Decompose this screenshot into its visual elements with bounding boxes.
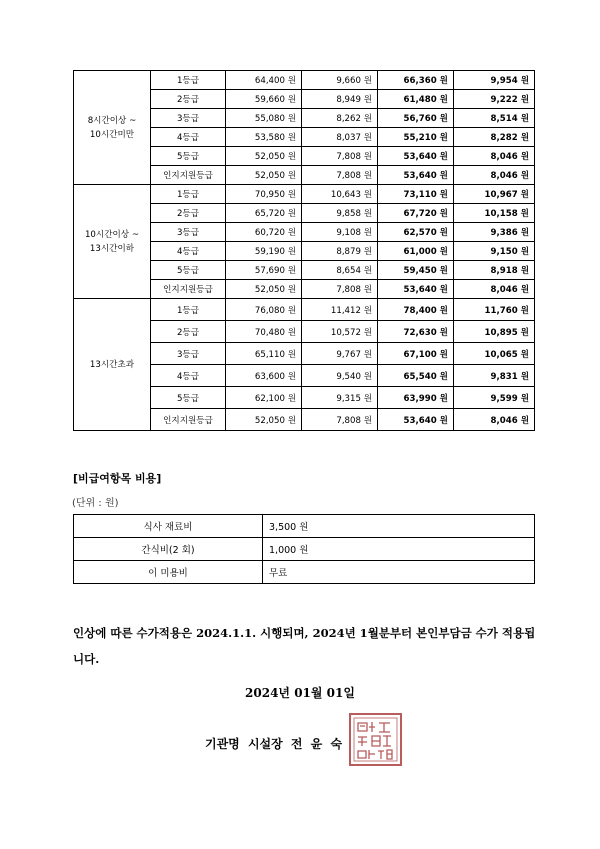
new-total-fee-cell: 62,570 원 [378,223,454,242]
section-title: [비급여항목 비용] [73,472,162,485]
signature-line: 기관명 시설장 전 윤 숙 [205,737,343,751]
table-row [74,71,535,90]
new-copay-cell: 8,918 원 [454,261,535,280]
copay-cell: 9,540 원 [302,365,378,387]
copay-cell: 9,108 원 [302,223,378,242]
category-cell [74,185,151,299]
total-fee-cell: 60,720 원 [226,223,302,242]
category-line: 10시간미만 [89,129,135,140]
total-fee-cell: 70,480 원 [226,321,302,343]
grade-cell: 3등급 [151,109,226,128]
new-total-fee-cell: 59,450 원 [378,261,454,280]
total-fee-cell: 57,690 원 [226,261,302,280]
copay-cell: 11,412 원 [302,299,378,321]
total-fee-cell: 52,050 원 [226,166,302,185]
grade-cell: 5등급 [151,387,226,409]
copay-cell: 8,949 원 [302,90,378,109]
new-total-fee-cell: 67,720 원 [378,204,454,223]
grade-cell: 2등급 [151,90,226,109]
grade-cell: 4등급 [151,128,226,147]
new-copay-cell: 9,222 원 [454,90,535,109]
copay-cell: 8,654 원 [302,261,378,280]
value-cell: 3,500 원 [263,515,535,538]
grade-cell: 3등급 [151,223,226,242]
total-fee-cell: 52,050 원 [226,147,302,166]
new-total-fee-cell: 61,000 원 [378,242,454,261]
copay-cell: 7,808 원 [302,166,378,185]
copay-cell: 8,037 원 [302,128,378,147]
grade-cell: 4등급 [151,365,226,387]
table-row [74,538,535,561]
total-fee-cell: 63,600 원 [226,365,302,387]
new-total-fee-cell: 56,760 원 [378,109,454,128]
copay-cell: 9,660 원 [302,71,378,90]
new-total-fee-cell: 55,210 원 [378,128,454,147]
new-copay-cell: 10,895 원 [454,321,535,343]
new-copay-cell: 8,514 원 [454,109,535,128]
total-fee-cell: 70,950 원 [226,185,302,204]
item-cell: 식사 재료비 [74,515,263,538]
copay-cell: 9,315 원 [302,387,378,409]
copay-cell: 7,808 원 [302,147,378,166]
table-row [74,185,535,204]
new-copay-cell: 9,831 원 [454,365,535,387]
table-row [74,515,535,538]
new-copay-cell: 9,150 원 [454,242,535,261]
new-copay-cell: 8,046 원 [454,166,535,185]
total-fee-cell: 65,720 원 [226,204,302,223]
table-row [74,299,535,321]
new-copay-cell: 8,046 원 [454,409,535,431]
copay-cell: 9,767 원 [302,343,378,365]
category-line: 8시간이상 ~ [87,115,137,126]
new-copay-cell: 8,046 원 [454,147,535,166]
new-copay-cell: 8,046 원 [454,280,535,299]
grade-cell: 3등급 [151,343,226,365]
category-cell [74,71,151,185]
table-row [74,561,535,584]
total-fee-cell: 52,050 원 [226,280,302,299]
copay-cell: 7,808 원 [302,409,378,431]
unit-label: (단위 : 원) [72,498,119,509]
total-fee-cell: 65,110 원 [226,343,302,365]
item-cell: 이 미용비 [74,561,263,584]
copay-cell: 8,879 원 [302,242,378,261]
new-total-fee-cell: 73,110 원 [378,185,454,204]
new-total-fee-cell: 53,640 원 [378,166,454,185]
category-cell [74,299,151,431]
grade-cell: 1등급 [151,185,226,204]
category-line: 10시간이상 ~ [84,229,140,240]
grade-cell: 1등급 [151,71,226,90]
total-fee-cell: 52,050 원 [226,409,302,431]
new-total-fee-cell: 65,540 원 [378,365,454,387]
new-copay-cell: 10,967 원 [454,185,535,204]
non-covered-table [73,514,535,584]
copay-cell: 7,808 원 [302,280,378,299]
grade-cell: 인지지원등급 [151,409,226,431]
total-fee-cell: 62,100 원 [226,387,302,409]
total-fee-cell: 59,190 원 [226,242,302,261]
fee-table [73,70,535,431]
new-copay-cell: 9,954 원 [454,71,535,90]
notice-date: 2024년 01월 01일 [245,686,355,700]
total-fee-cell: 64,400 원 [226,71,302,90]
new-copay-cell: 10,158 원 [454,204,535,223]
copay-cell: 9,858 원 [302,204,378,223]
new-total-fee-cell: 53,640 원 [378,147,454,166]
copay-cell: 10,572 원 [302,321,378,343]
item-cell: 간식비(2 회) [74,538,263,561]
grade-cell: 1등급 [151,299,226,321]
total-fee-cell: 55,080 원 [226,109,302,128]
category-line: 13시간초과 [89,359,135,370]
new-copay-cell: 11,760 원 [454,299,535,321]
grade-cell: 4등급 [151,242,226,261]
new-copay-cell: 8,282 원 [454,128,535,147]
new-copay-cell: 9,386 원 [454,223,535,242]
copay-cell: 8,262 원 [302,109,378,128]
new-total-fee-cell: 67,100 원 [378,343,454,365]
copay-cell: 10,643 원 [302,185,378,204]
new-copay-cell: 10,065 원 [454,343,535,365]
new-total-fee-cell: 53,640 원 [378,280,454,299]
new-total-fee-cell: 63,990 원 [378,387,454,409]
grade-cell: 인지지원등급 [151,166,226,185]
official-seal-icon [348,712,403,767]
notice-text: 인상에 따른 수가적용은 2024.1.1. 시행되며, 2024년 1월분부터 본인부담금 수가 적용됩니다. [73,626,536,666]
grade-cell: 2등급 [151,321,226,343]
total-fee-cell: 76,080 원 [226,299,302,321]
total-fee-cell: 53,580 원 [226,128,302,147]
grade-cell: 인지지원등급 [151,280,226,299]
new-total-fee-cell: 78,400 원 [378,299,454,321]
grade-cell: 2등급 [151,204,226,223]
category-line: 13시간이하 [89,243,135,254]
value-cell: 1,000 원 [263,538,535,561]
grade-cell: 5등급 [151,261,226,280]
new-total-fee-cell: 61,480 원 [378,90,454,109]
grade-cell: 5등급 [151,147,226,166]
new-total-fee-cell: 72,630 원 [378,321,454,343]
new-total-fee-cell: 53,640 원 [378,409,454,431]
new-total-fee-cell: 66,360 원 [378,71,454,90]
total-fee-cell: 59,660 원 [226,90,302,109]
new-copay-cell: 9,599 원 [454,387,535,409]
value-cell: 무료 [263,561,535,584]
